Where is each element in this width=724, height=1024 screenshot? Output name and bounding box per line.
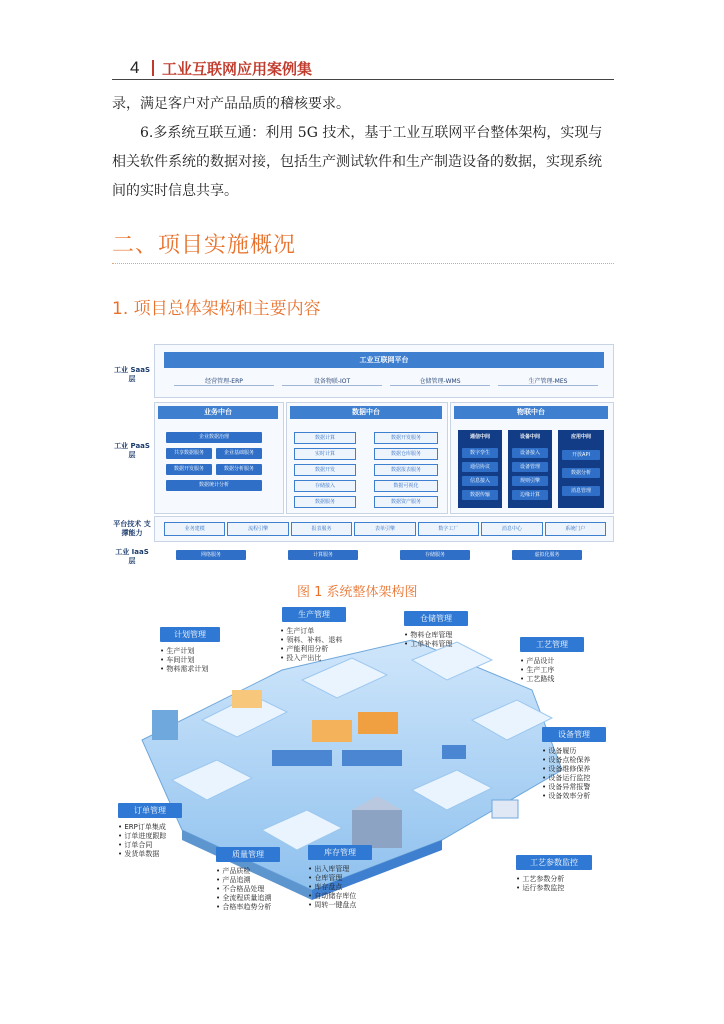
section-dotted-rule bbox=[112, 263, 614, 264]
module-list bbox=[216, 867, 271, 912]
paragraph-interconnect: 6.多系统互联互通：利用 5G 技术，基于工业互联网平台整体架构，实现与相关软件系统的数据对接，包括生产测试软件和生产制造设备的数据，实现系统间的实时信息共享。 bbox=[112, 125, 603, 199]
module-list-item: • 物料仓库管理 bbox=[404, 631, 452, 640]
module-list-item: • 自动储存库位 bbox=[308, 892, 356, 901]
module-list-item: • 设备维修保养 bbox=[542, 765, 590, 774]
data-item: 存储接入 bbox=[294, 480, 356, 492]
saas-item: 生产管理-MES bbox=[498, 376, 598, 386]
figure-caption: 图 1 系统整体架构图 bbox=[297, 585, 418, 600]
module-list-item: • ERP订单集成 bbox=[118, 823, 166, 832]
iot-item: 数据分析 bbox=[562, 468, 600, 478]
iot-item: 开放API bbox=[562, 450, 600, 460]
module-list-item: • 库存盘点 bbox=[308, 883, 356, 892]
architecture-diagram bbox=[112, 342, 614, 568]
iaas-item: 计算服务 bbox=[288, 550, 358, 560]
section-heading: 二、项目实施概况 bbox=[112, 233, 297, 258]
platform-title: 工业互联网平台 bbox=[164, 352, 604, 368]
conveyor bbox=[342, 750, 402, 766]
module-list bbox=[520, 657, 554, 684]
module-list-item: • 物料需求计划 bbox=[160, 665, 208, 674]
module-tag: 库存管理 bbox=[308, 845, 372, 860]
display-screen bbox=[152, 710, 178, 740]
data-title: 数据中台 bbox=[290, 406, 442, 419]
support-item: 流程引擎 bbox=[227, 522, 288, 536]
module-tag: 仓储管理 bbox=[404, 611, 468, 626]
module-list bbox=[160, 647, 208, 674]
paragraph-continuation: 录，满足客户对产品品质的稽核要求。 bbox=[112, 96, 350, 112]
module-tag: 质量管理 bbox=[216, 847, 280, 862]
iaas-item: 存储服务 bbox=[400, 550, 470, 560]
warehouse-building bbox=[352, 810, 402, 848]
module-list-item: • 订单进度跟踪 bbox=[118, 832, 166, 841]
module-list-item: • 工单补料管理 bbox=[404, 640, 452, 649]
saas-item: 经营管理-ERP bbox=[174, 376, 274, 386]
biz-item: 数据统计分析 bbox=[166, 480, 262, 491]
module-list-item: • 生产计划 bbox=[160, 647, 208, 656]
saas-item: 仓储管理-WMS bbox=[390, 376, 490, 386]
iot-item: 设备管理 bbox=[512, 462, 548, 472]
module-list-item: • 产品设计 bbox=[520, 657, 554, 666]
module-tag: 设备管理 bbox=[542, 727, 606, 742]
module-list-item: • 全流程质量追溯 bbox=[216, 894, 271, 903]
module-list-item: • 运行参数监控 bbox=[516, 884, 564, 893]
module-list-item: • 仓库管理 bbox=[308, 874, 356, 883]
page-number: 4 bbox=[130, 58, 140, 77]
production-line bbox=[358, 712, 398, 734]
iaas-item: 网络服务 bbox=[176, 550, 246, 560]
iaas-layer-label: 工业 IaaS层 bbox=[115, 548, 149, 565]
support-item: 消息中心 bbox=[481, 522, 542, 536]
module-list-item: • 车间计划 bbox=[160, 656, 208, 665]
data-item: 数据开发 bbox=[294, 464, 356, 476]
header-rule bbox=[112, 79, 614, 80]
data-item: 数据仓库服务 bbox=[374, 448, 438, 460]
saas-layer-label: 工业 SaaS层 bbox=[114, 366, 150, 383]
module-list bbox=[118, 823, 166, 859]
iot-item: 边缘计算 bbox=[512, 490, 548, 500]
saas-item: 设备物联-IOT bbox=[282, 376, 382, 386]
module-list bbox=[404, 631, 452, 649]
data-item: 数据计算 bbox=[294, 432, 356, 444]
module-list bbox=[516, 875, 564, 893]
data-item: 数据服务 bbox=[294, 496, 356, 508]
iot-item: 通信协议 bbox=[462, 462, 498, 472]
data-item: 数据开发服务 bbox=[374, 432, 438, 444]
iot-col-title: 通信中间 bbox=[458, 432, 502, 442]
data-item: 实时计算 bbox=[294, 448, 356, 460]
module-tag: 工艺管理 bbox=[520, 637, 584, 652]
module-list bbox=[308, 865, 356, 910]
module-tag: 生产管理 bbox=[282, 607, 346, 622]
factory-illustration bbox=[112, 600, 614, 920]
module-list-item: • 领料、补料、退料 bbox=[280, 636, 342, 645]
iot-title: 物联中台 bbox=[454, 406, 608, 419]
production-line bbox=[312, 720, 352, 742]
header-title: 工业互联网应用案例集 bbox=[162, 60, 313, 78]
module-list-item: • 产品质检 bbox=[216, 867, 271, 876]
module-tag: 计划管理 bbox=[160, 627, 220, 642]
iot-item: 信息接入 bbox=[462, 476, 498, 486]
module-list-item: • 设备点检保养 bbox=[542, 756, 590, 765]
iot-item: 设备接入 bbox=[512, 448, 548, 458]
iot-item: 数据传输 bbox=[462, 490, 498, 500]
support-item: 数字工厂 bbox=[418, 522, 479, 536]
module-list bbox=[280, 627, 342, 663]
conveyor bbox=[272, 750, 332, 766]
iot-col-title: 设备中间 bbox=[508, 432, 552, 442]
module-list-item: • 不合格品处理 bbox=[216, 885, 271, 894]
iot-item: 规则引擎 bbox=[512, 476, 548, 486]
biz-item: 共享数据服务 bbox=[166, 448, 212, 459]
support-item: 系统门户 bbox=[545, 522, 606, 536]
truck bbox=[442, 745, 466, 759]
module-list-item: • 设备效率分析 bbox=[542, 792, 590, 801]
module-tag: 工艺参数监控 bbox=[516, 855, 592, 870]
biz-item: 数据开发服务 bbox=[166, 464, 212, 475]
module-list-item: • 出入库管理 bbox=[308, 865, 356, 874]
module-list-item: • 工艺路线 bbox=[520, 675, 554, 684]
module-list-item: • 设备履历 bbox=[542, 747, 590, 756]
biz-title: 业务中台 bbox=[158, 406, 278, 419]
module-list-item: • 工艺参数分析 bbox=[516, 875, 564, 884]
iaas-item: 虚拟化服务 bbox=[512, 550, 582, 560]
iot-col-title: 应用中间 bbox=[558, 432, 604, 442]
module-list-item: • 设备异常报警 bbox=[542, 783, 590, 792]
module-list-item: • 发货单数据 bbox=[118, 850, 166, 859]
subsection-heading: 1. 项目总体架构和主要内容 bbox=[112, 299, 321, 319]
page-header bbox=[112, 56, 614, 80]
biz-item: 企业基础服务 bbox=[216, 448, 262, 459]
iot-item: 消息管理 bbox=[562, 486, 600, 496]
module-list-item: • 订单合同 bbox=[118, 841, 166, 850]
biz-item: 企业数据治理 bbox=[166, 432, 262, 443]
module-list-item: • 周转一键盘点 bbox=[308, 901, 356, 910]
biz-item: 数据分析服务 bbox=[216, 464, 262, 475]
module-tag: 订单管理 bbox=[118, 803, 182, 818]
module-list bbox=[542, 747, 590, 801]
support-item: 业务建模 bbox=[164, 522, 225, 536]
support-item: 报表服务 bbox=[291, 522, 352, 536]
support-layer-label: 平台技术 支撑能力 bbox=[113, 520, 151, 537]
module-list-item: • 产能利用分析 bbox=[280, 645, 342, 654]
data-item: 数据资产服务 bbox=[374, 496, 438, 508]
header-divider bbox=[152, 60, 154, 76]
support-item: 表单引擎 bbox=[354, 522, 415, 536]
module-list-item: • 设备运行监控 bbox=[542, 774, 590, 783]
iot-item: 数字孪生 bbox=[462, 448, 498, 458]
module-list-item: • 生产工序 bbox=[520, 666, 554, 675]
module-list-item: • 生产订单 bbox=[280, 627, 342, 636]
data-item: 数据可视化 bbox=[374, 480, 438, 492]
monitor bbox=[492, 800, 518, 818]
office-desk bbox=[232, 690, 262, 708]
module-list-item: • 产品追溯 bbox=[216, 876, 271, 885]
data-item: 数据报表服务 bbox=[374, 464, 438, 476]
paas-layer-label: 工业 PaaS层 bbox=[114, 442, 150, 459]
module-list-item: • 合格率趋势分析 bbox=[216, 903, 271, 912]
module-list-item: • 投入产出比 bbox=[280, 654, 342, 663]
